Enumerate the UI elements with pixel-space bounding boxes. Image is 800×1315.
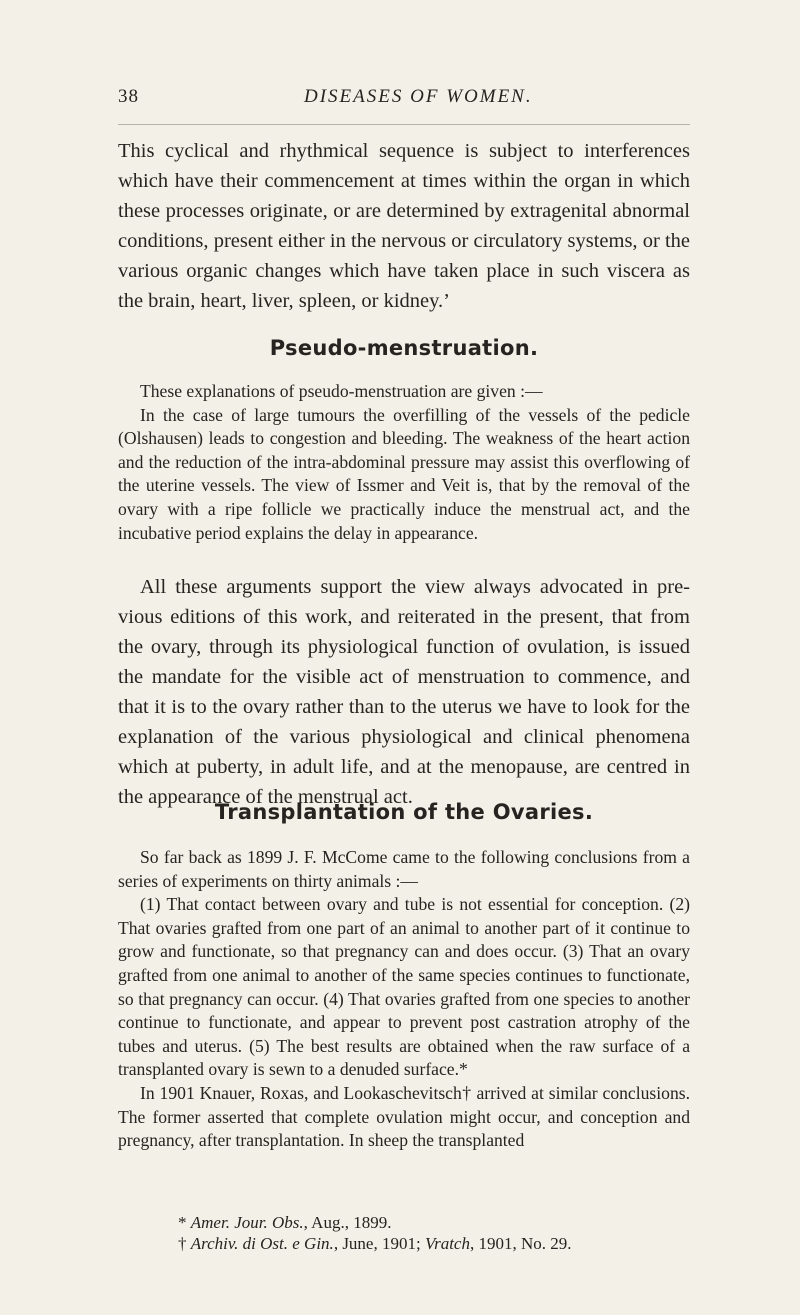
pseudo-menstruation-block [118,380,690,545]
transplantation-conclusions: (1) That contact between ovary and tube is not essential for conception. (2) That ovaries grafted from one part of an animal to another part of it continue to grow and functionate, so that pregnancy can and does occur. (3) That an ovary grafted from one animal to another of the same species continues to functionate, so that pregnancy can occur. (4) That ovaries grafted from one species to another continue to functionate, and appear to prevent post castration atrophy of the tubes and uterus. (5) The best results are obtained when the raw surface of a transplanted ovary is sewn to a denuded surface.* [118,894,690,1080]
intro-paragraph: This cyclical and rhythmical sequence is subject to interferences which have their commencement at times within the organ in which these processes originate, or are determined by extragenital abnormal conditions, present either in the nervous or circulatory systems, or the various organic changes which have taken place in such viscera as the brain, heart, liver, spleen, or kidney.’ [118,140,690,312]
transplantation-intro: So far back as 1899 J. F. McCome came to the following conclusions from a series of experiments on thirty animals :— [118,847,690,891]
footnote-journal-2: Vratch [424,1234,470,1253]
page-number: 38 [118,86,139,107]
running-head: DISEASES OF WOMEN. [304,86,533,107]
argument-paragraph: All these arguments support the view always advocated in previous editions of this work, and reiterated in the present, that from the ovary, through its physiological function of ovulation, is issued the mandate for the visible act of menstruation to commence, and that it is to the ovary rather than to the uterus we have to look for the explanation of the various physiological and clinical phenomena which at puberty, in adult life, and at the menopause, are centred in the appearance of the menstrual act. [118,576,690,808]
footnote-2 [118,1233,690,1254]
footnotes [118,1212,690,1254]
footnote-mark: † [178,1234,191,1253]
argument-block [118,572,690,812]
transplantation-1901-paragraph: In 1901 Knauer, Roxas, and Lookaschevitsch† arrived at similar conclusions. The former asserted that complete ovulation might occur, and conception and pregnancy, after transplantation. In sheep the transplanted [118,1082,690,1151]
section-heading-pseudo-menstruation: Pseudo-menstruation. [269,336,539,360]
pseudo-menstruation-intro: These explanations of pseudo-menstruation are given :— [140,381,543,401]
intro-block [118,136,690,316]
transplantation-block [118,846,690,1153]
footnote-detail: , Aug., 1899. [303,1213,392,1232]
page-header [118,86,678,116]
pseudo-menstruation-paragraph: In the case of large tumours the overfilling of the vessels of the pedicle (Olshausen) leads to congestion and bleeding. The weakness of the heart action and the reduction of the intra-abdominal pressure may assist this overflowing of the uterine vessels. The view of Issmer and Veit is, that by the removal of the ovary with a ripe follicle we practically induce the menstrual act, and the incubative period explains the delay in appearance. [118,404,690,543]
footnote-1 [118,1212,690,1233]
footnote-mark: * [178,1213,191,1232]
section-heading-transplantation: Transplantation of the Ovaries. [214,800,594,824]
footnote-journal: Archiv. di Ost. e Gin. [190,1234,334,1253]
header-rule [118,124,690,125]
footnote-journal: Amer. Jour. Obs. [190,1213,304,1232]
footnote-detail: , June, 1901; [333,1234,425,1253]
footnote-detail-2: , 1901, No. 29. [469,1234,572,1253]
